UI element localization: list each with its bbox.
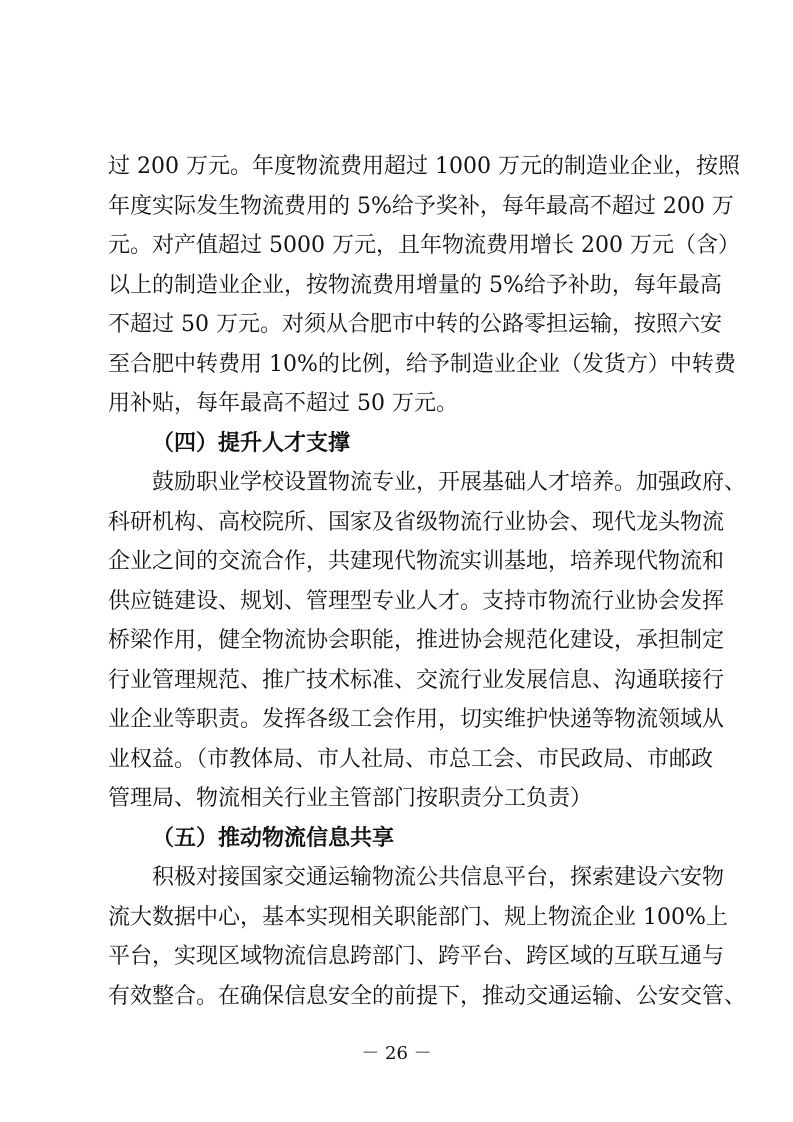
text-line: 用补贴，每年最高不超过 50 万元。 bbox=[108, 391, 458, 416]
text-line: 桥梁作用，健全物流协会职能，推进协会规范化建设，承担制定 bbox=[108, 628, 725, 653]
text-line: 以上的制造业企业，按物流费用增量的 5%给予补助，每年最高 bbox=[108, 272, 722, 298]
text-line: 过 200 万元。年度物流费用超过 1000 万元的制造业企业，按照 bbox=[108, 154, 740, 179]
text-line: 科研机构、高校院所、国家及省级物流行业协会、现代龙头物流 bbox=[108, 509, 725, 535]
text-line: 企业之间的交流合作，共建现代物流实训基地，培养现代物流和 bbox=[108, 549, 725, 574]
text-line: 积极对接国家交通运输物流公共信息平台，探索建设六安物 bbox=[152, 865, 725, 890]
section-heading-info-sharing: （五）推动物流信息共享 bbox=[152, 825, 395, 851]
text-line: 供应链建设、规划、管理型专业人才。支持市物流行业协会发挥 bbox=[108, 588, 725, 614]
paragraph-info-sharing bbox=[108, 858, 747, 1016]
section-heading-talent: （四）提升人才支撑 bbox=[152, 430, 351, 456]
text-line: 鼓励职业学校设置物流专业，开展基础人才培养。加强政府、 bbox=[152, 470, 747, 495]
text-line: 元。对产值超过 5000 万元，且年物流费用增长 200 万元（含） bbox=[108, 233, 740, 258]
text-line: 流大数据中心，基本实现相关职能部门、规上物流企业 100%上 bbox=[108, 904, 728, 930]
text-line: 行业管理规范、推广技术标准、交流行业发展信息、沟通联接行 bbox=[108, 667, 725, 693]
text-line: 管理局、物流相关行业主管部门按职责分工负责） bbox=[108, 786, 593, 811]
text-line: 平台，实现区域物流信息跨部门、跨平台、跨区域的互联互通与 bbox=[108, 944, 725, 969]
text-line: 有效整合。在确保信息安全的前提下，推动交通运输、公安交管、 bbox=[108, 983, 747, 1009]
text-line: 不超过 50 万元。对须从合肥市中转的公路零担运输，按照六安 bbox=[108, 312, 722, 337]
paragraph-talent bbox=[108, 463, 747, 819]
text-line: 至合肥中转费用 10%的比例，给予制造业企业（发货方）中转费 bbox=[108, 351, 736, 377]
document-body bbox=[108, 147, 747, 1016]
text-line: 业权益。（市教体局、市人社局、市总工会、市民政局、市邮政 bbox=[108, 746, 714, 772]
text-line: 业企业等职责。发挥各级工会作用，切实维护快递等物流领域从 bbox=[108, 707, 725, 732]
page-number: － 26 － bbox=[361, 1043, 432, 1064]
paragraph-subsidy bbox=[108, 147, 740, 424]
text-line: 年度实际发生物流费用的 5%给予奖补，每年最高不超过 200 万 bbox=[108, 193, 734, 219]
